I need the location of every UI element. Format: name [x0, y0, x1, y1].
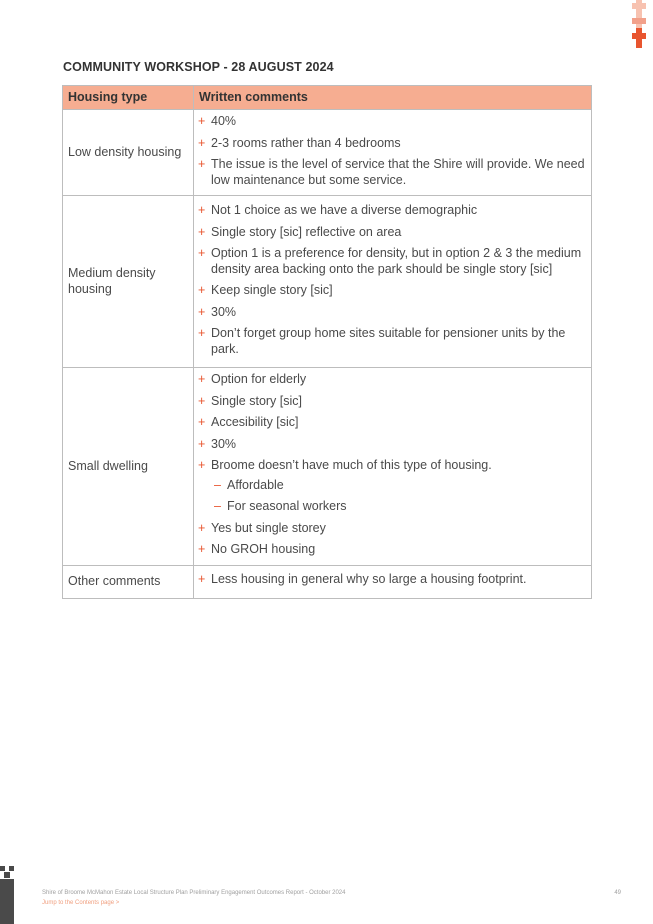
comment-item: + Option 1 is a preference for density, but in option 2 & 3 the medium density area backing onto the park should be single story [sic]: [198, 246, 587, 277]
comments-table: [62, 85, 592, 599]
header-housing-type: Housing type: [63, 86, 194, 110]
table-row-small-dwelling: [63, 368, 592, 566]
comments-cell: [194, 565, 592, 598]
section-title: COMMUNITY WORKSHOP - 28 AUGUST 2024: [63, 60, 334, 74]
table-row-medium-density: [63, 196, 592, 368]
comment-item: + Keep single story [sic]: [198, 283, 587, 299]
table-row-other-comments: [63, 565, 592, 598]
comment-item: [198, 458, 587, 515]
housing-type-cell: Low density housing: [63, 110, 194, 196]
comment-item: + Don’t forget group home sites suitable for pensioner units by the park.: [198, 326, 587, 357]
sub-comment-item: – Affordable: [211, 478, 587, 494]
sub-comment-list: [211, 478, 587, 515]
comment-list: [198, 199, 587, 364]
comment-item: + No GROH housing: [198, 542, 587, 558]
page-number: 49: [614, 890, 621, 896]
housing-type-cell: Small dwelling: [63, 368, 194, 566]
comments-cell: [194, 196, 592, 368]
footer-logo: [0, 866, 18, 924]
table-row-low-density: [63, 110, 592, 196]
comment-text: Broome doesn’t have much of this type of housing.: [211, 458, 492, 472]
table-header-row: [63, 86, 592, 110]
corner-brand-mark: [632, 0, 646, 48]
comments-cell: [194, 368, 592, 566]
comment-item: + 40%: [198, 114, 587, 130]
comment-item: + Single story [sic]: [198, 394, 587, 410]
comment-item: + 30%: [198, 437, 587, 453]
comment-item: + The issue is the level of service that the Shire will provide. We need low maintenance but some service.: [198, 157, 587, 188]
contents-link[interactable]: Jump to the Contents page >: [42, 900, 120, 906]
housing-type-cell: Medium density housing: [63, 196, 194, 368]
comments-cell: [194, 110, 592, 196]
sub-comment-item: – For seasonal workers: [211, 499, 587, 515]
comment-item: + Single story [sic] reflective on area: [198, 225, 587, 241]
header-written-comments: Written comments: [194, 86, 592, 110]
comment-list: [198, 110, 587, 195]
housing-type-cell: Other comments: [63, 565, 194, 598]
comment-item: + 2-3 rooms rather than 4 bedrooms: [198, 136, 587, 152]
footer-report-title: Shire of Broome McMahon Estate Local Structure Plan Preliminary Engagement Outcomes Report - October 2024: [42, 890, 346, 896]
comment-item: + Option for elderly: [198, 372, 587, 388]
comment-item: + Yes but single storey: [198, 521, 587, 537]
comment-item: + Less housing in general why so large a housing footprint.: [198, 572, 587, 588]
comment-list: [198, 368, 587, 565]
comment-item: + Not 1 choice as we have a diverse demographic: [198, 203, 587, 219]
comment-item: + 30%: [198, 305, 587, 321]
comment-list: [198, 568, 587, 595]
comment-item: + Accesibility [sic]: [198, 415, 587, 431]
